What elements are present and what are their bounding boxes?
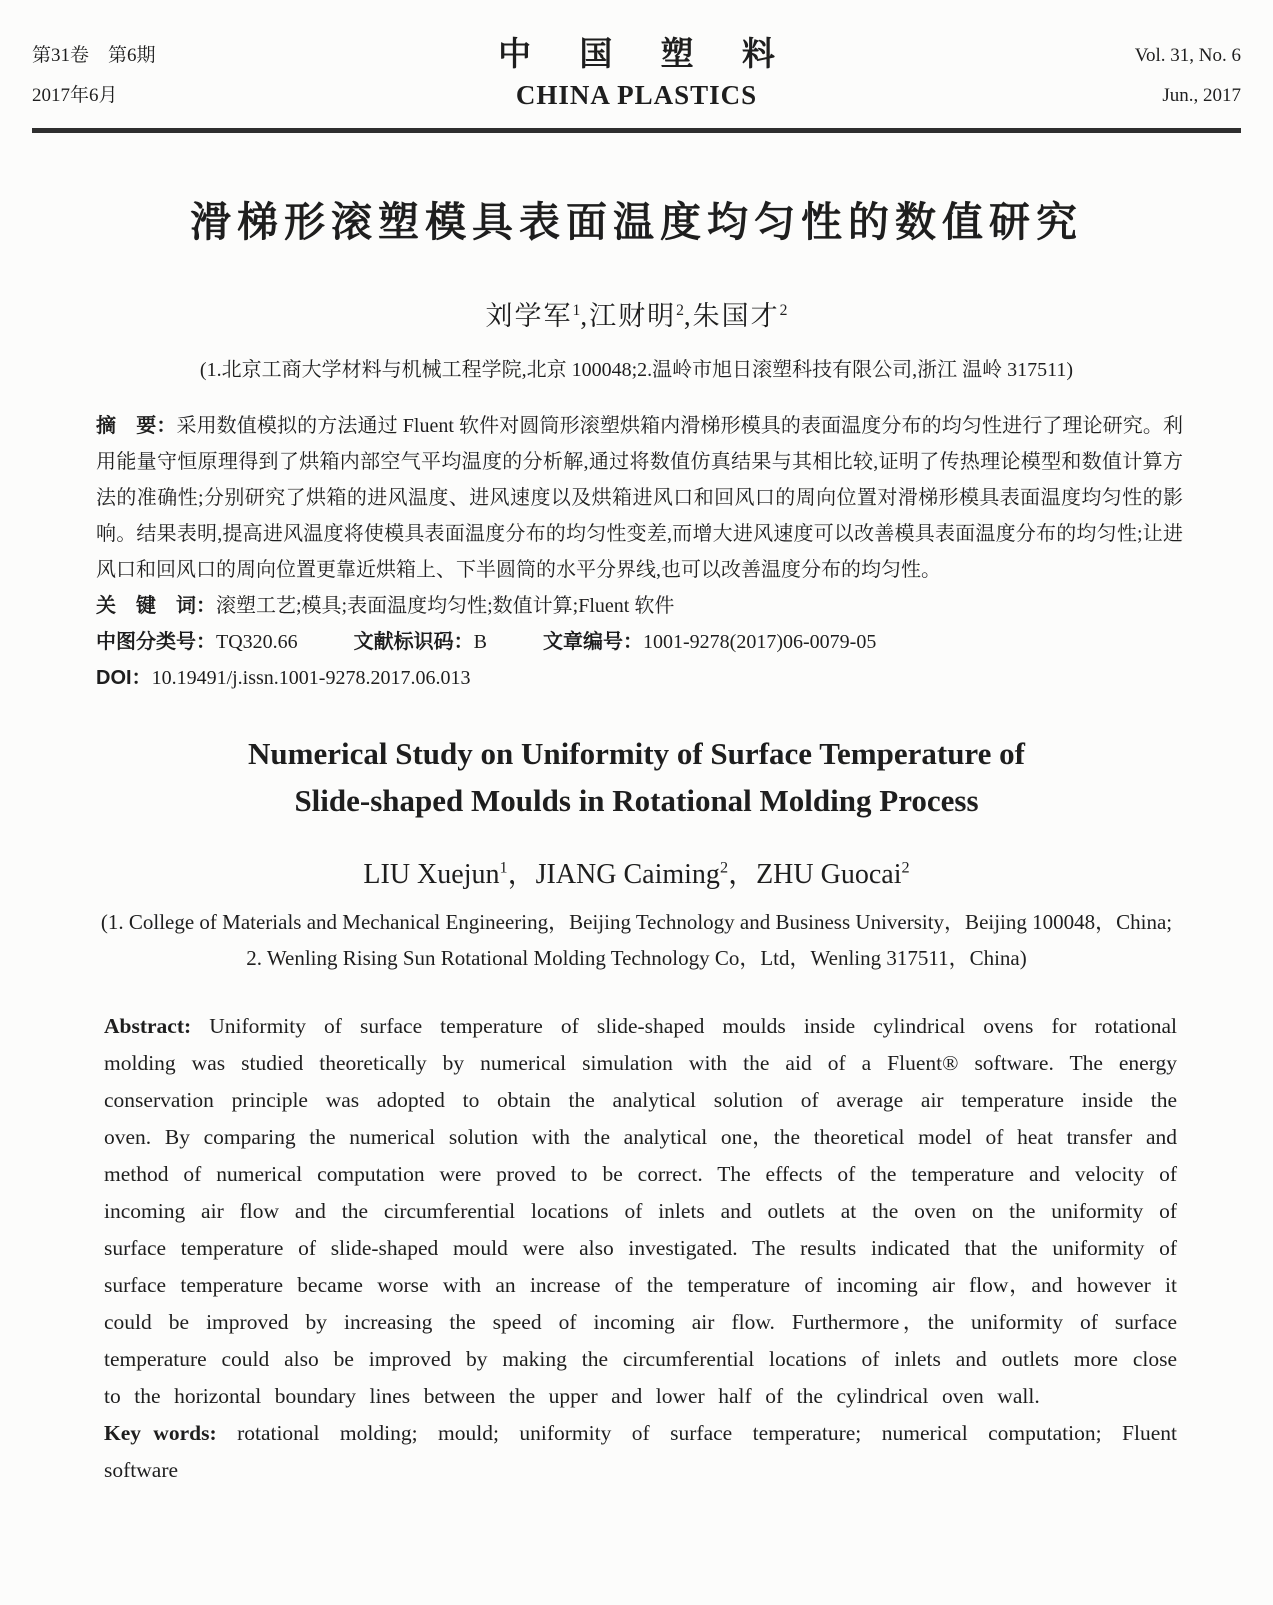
- classification-line: [96, 624, 1183, 660]
- article-no-label: 文章编号：: [543, 631, 644, 653]
- clc-label: 中图分类号：: [96, 631, 216, 653]
- article-title-en-line2: Slide-shaped Moulds in Rotational Molding Process: [294, 783, 979, 818]
- volume-issue-en: Vol. 31, No. 6: [1134, 45, 1242, 66]
- header-divider: [32, 128, 1241, 133]
- affiliation-en-line1: (1. College of Materials and Mechanical Engineering，Beijing Technology and Business University，Beijing 100048，China;: [100, 910, 1173, 934]
- abstract-label-cn: 摘 要：: [96, 415, 177, 437]
- authors-cn: [32, 294, 1241, 333]
- doc-code-value: B: [473, 631, 488, 653]
- author-separator: ,: [683, 301, 693, 331]
- doi-label: DOI：: [96, 667, 152, 689]
- header-center: [388, 36, 886, 113]
- header-left: [32, 36, 388, 116]
- author-name: LIU Xuejun: [363, 859, 500, 890]
- abstract-label-en: Abstract:: [104, 1014, 192, 1038]
- author-separator: ,: [580, 301, 590, 331]
- affiliation-en: [32, 904, 1241, 976]
- author-separator: ，: [507, 859, 536, 890]
- author-superscript: 2: [676, 302, 684, 319]
- abstract-en: [104, 1008, 1177, 1415]
- author-en: [536, 859, 756, 890]
- doi-value: 10.19491/j.issn.1001-9278.2017.06.013: [151, 667, 471, 689]
- author-en: [756, 859, 910, 890]
- doc-code-label: 文献标识码：: [353, 631, 474, 653]
- abstract-text-en: Uniformity of surface temperature of slide-shaped moulds inside cylindrical ovens for rotational molding was studied theoretically by numerical simulation with the aid of a Fluent® software. The energy conservation principle was adopted to obtain the analytical solution of average air temperature inside the oven. By comparing the numerical solution with the analytical one，the theoretical model of heat transfer and method of numerical computation were proved to be correct. The effects of the temperature and velocity of incoming air flow and the circumferential locations of inlets and outlets at the oven on the uniformity of surface temperature of slide-shaped mould were also investigated. The results indicated that the uniformity of surface temperature became worse with an increase of the temperature of incoming air flow，and however it could be improved by increasing the speed of incoming air flow. Furthermore，the uniformity of surface temperature could also be improved by making the circumferential locations of inlets and outlets more close to the horizontal boundary lines between the upper and lower half of the cylindrical oven wall.: [104, 1014, 1178, 1408]
- keywords-cn: [96, 588, 1183, 624]
- author-cn: [486, 301, 590, 331]
- volume-issue-cn: 第31卷 第6期: [32, 45, 156, 66]
- clc-value: TQ320.66: [216, 631, 298, 653]
- journal-title-en: CHINA PLASTICS: [515, 79, 758, 110]
- keywords-text-cn: 滚塑工艺;模具;表面温度均匀性;数值计算;Fluent 软件: [216, 595, 675, 617]
- doi-line: [96, 660, 1183, 696]
- author-name: ZHU Guocai: [756, 859, 902, 890]
- authors-en: [32, 852, 1241, 892]
- date-en: Jun., 2017: [1162, 85, 1242, 106]
- author-name: JIANG Caiming: [535, 859, 720, 890]
- keywords-text-en: rotational molding; mould; uniformity of surface temperature; numerical computation; Fluent software: [104, 1421, 1177, 1482]
- author-superscript: 1: [572, 302, 581, 319]
- author-name: 江财明: [589, 301, 677, 331]
- author-cn: [693, 301, 788, 331]
- date-cn: 2017年6月: [32, 85, 118, 106]
- header-right: [885, 36, 1241, 116]
- author-superscript: 2: [779, 302, 788, 319]
- article-title-en-line1: Numerical Study on Uniformity of Surface Temperature of: [248, 736, 1025, 771]
- article-title-en: [32, 730, 1241, 824]
- author-name: 朱国才: [692, 301, 780, 331]
- author-name: 刘学军: [485, 301, 573, 331]
- journal-header: [32, 36, 1241, 116]
- author-separator: ，: [728, 859, 757, 890]
- author-cn: [589, 301, 693, 331]
- keywords-label-en: Key words:: [104, 1421, 217, 1445]
- author-superscript: 1: [499, 858, 508, 877]
- abstract-text-cn: 采用数值模拟的方法通过 Fluent 软件对圆筒形滚塑烘箱内滑梯形模具的表面温度分布的均匀性进行了理论研究。利用能量守恒原理得到了烘箱内部空气平均温度的分析解,通过将数值仿真结果与其相比较,证明了传热理论模型和数值计算方法的准确性;分别研究了烘箱的进风温度、进风速度以及烘箱进风口和回风口的周向位置对滑梯形模具表面温度均匀性的影响。结果表明,提高进风温度将使模具表面温度分布的均匀性变差,而增大进风速度可以改善模具表面温度分布的均匀性;让进风口和回风口的周向位置更靠近烘箱上、下半圆筒的水平分界线,也可以改善温度分布的均匀性。: [96, 415, 1183, 581]
- affiliation-cn: (1.北京工商大学材料与机械工程学院,北京 100048;2.温岭市旭日滚塑科技有限公司,浙江 温岭 317511): [199, 359, 1074, 381]
- keywords-en: [104, 1415, 1177, 1489]
- author-en: [363, 859, 535, 890]
- journal-title-cn: 中 国 塑 料: [498, 37, 795, 73]
- affiliation-en-line2: 2. Wenling Rising Sun Rotational Molding Technology Co，Ltd，Wenling 317511，China): [246, 946, 1027, 970]
- article-title-cn: 滑梯形滚塑模具表面温度均匀性的数值研究: [190, 199, 1083, 245]
- author-superscript: 2: [719, 858, 729, 877]
- keywords-label-cn: 关 键 词：: [96, 595, 216, 617]
- author-superscript: 2: [901, 858, 910, 877]
- article-no-value: 1001-9278(2017)06-0079-05: [643, 631, 877, 653]
- abstract-cn: [96, 408, 1183, 588]
